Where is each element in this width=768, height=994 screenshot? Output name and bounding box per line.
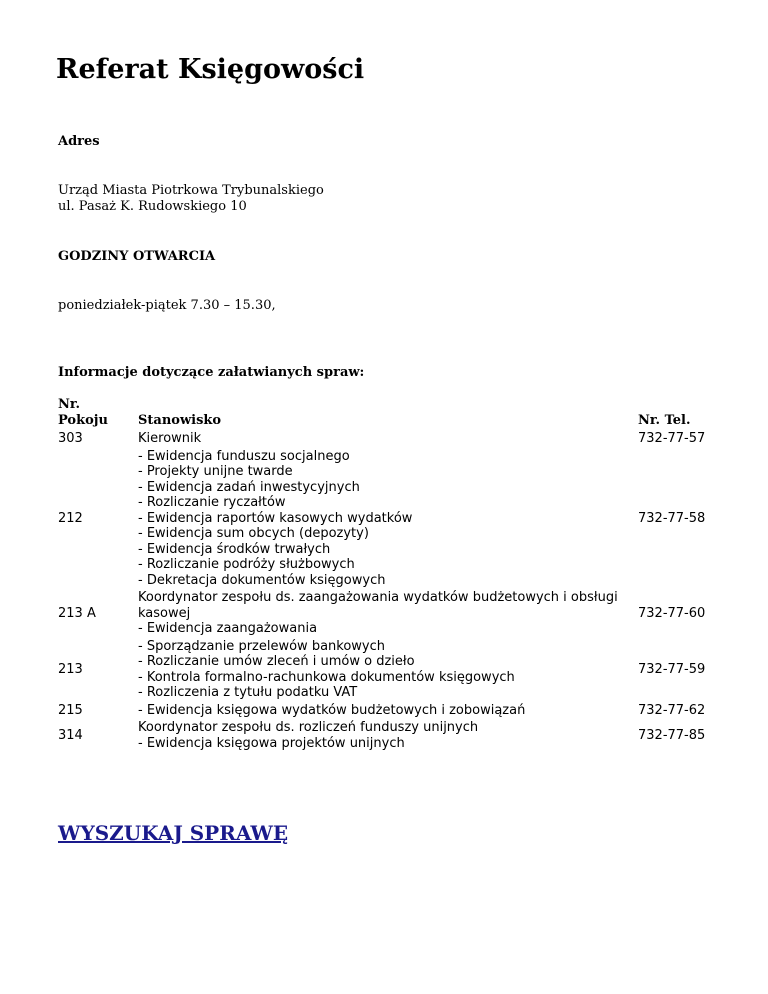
phone-number: 732-77-62 <box>638 702 706 718</box>
position-line: - Rozliczanie umów zleceń i umów o dzieło <box>138 654 415 669</box>
phone-number: 732-77-57 <box>638 431 706 446</box>
table-body <box>56 430 716 752</box>
position-description <box>136 589 636 638</box>
position-line: - Dekretacja dokumentów księgowych <box>138 572 386 588</box>
opening-hours-text: poniedziałek-piątek 7.30 – 15.30, <box>58 298 276 313</box>
position-line: - Rozliczanie podróży służbowych <box>138 557 355 572</box>
position-description <box>136 448 636 590</box>
position-line: - Rozliczenia z tytułu podatku VAT <box>138 685 358 700</box>
position-line: - Rozliczanie ryczałtów <box>138 495 286 510</box>
position-line: - Ewidencja księgowa projektów unijnych <box>138 735 405 751</box>
opening-hours-label: GODZINY OTWARCIA <box>58 249 216 264</box>
address-block <box>58 183 324 215</box>
address-line: ul. Pasaż K. Rudowskiego 10 <box>58 199 247 214</box>
position-line: - Kontrola formalno-rachunkowa dokumentów księgowych <box>138 669 515 685</box>
position-line: - Sporządzanie przelewów bankowych <box>138 638 386 654</box>
position-description <box>136 638 636 702</box>
table-row <box>56 638 716 702</box>
position-line: Koordynator zespołu ds. rozliczeń funduszy unijnych <box>138 720 479 735</box>
position-line: - Ewidencja środków trwałych <box>138 541 331 557</box>
position-description <box>136 719 636 752</box>
address-label: Adres <box>58 134 100 149</box>
position-description <box>136 702 636 720</box>
phone-number: 732-77-58 <box>638 510 706 526</box>
position-line: kasowej <box>138 605 191 621</box>
info-heading: Informacje dotyczące załatwianych spraw: <box>58 365 365 380</box>
position-line: - Ewidencja zadań inwestycyjnych <box>138 479 360 495</box>
header-position: Stanowisko <box>138 413 222 428</box>
position-line: - Projekty unijne twarde <box>138 464 293 479</box>
address-line: Urząd Miasta Piotrkowa Trybunalskiego <box>58 183 324 198</box>
position-line: - Ewidencja funduszu socjalnego <box>138 448 350 464</box>
table-row <box>56 702 716 720</box>
search-case-link[interactable]: WYSZUKAJ SPRAWĘ <box>58 821 289 845</box>
room-number: 213 A <box>58 605 96 621</box>
phone-number: 732-77-59 <box>638 661 706 677</box>
position-line: - Ewidencja księgowa wydatków budżetowych i zobowiązań <box>138 702 526 718</box>
table-header-row <box>56 396 716 430</box>
header-room: Nr. Pokoju <box>58 397 108 428</box>
room-number: 215 <box>58 702 83 718</box>
header-phone: Nr. Tel. <box>638 413 691 428</box>
position-line: Koordynator zespołu ds. zaangażowania wydatków budżetowych i obsługi <box>138 590 618 605</box>
table-row <box>56 430 716 448</box>
phone-number: 732-77-85 <box>638 727 706 743</box>
position-line: - Ewidencja raportów kasowych wydatków <box>138 510 413 526</box>
page-title: Referat Księgowości <box>56 54 365 85</box>
position-line: Kierownik <box>138 431 202 446</box>
room-number: 314 <box>58 727 83 743</box>
offices-table <box>56 396 716 752</box>
table-row <box>56 719 716 752</box>
position-line: - Ewidencja zaangażowania <box>138 621 318 636</box>
room-number: 303 <box>58 431 83 446</box>
phone-number: 732-77-60 <box>638 605 706 621</box>
room-number: 213 <box>58 661 83 677</box>
room-number: 212 <box>58 510 83 526</box>
position-description <box>136 430 636 448</box>
position-line: - Ewidencja sum obcych (depozyty) <box>138 526 369 541</box>
table-row <box>56 589 716 638</box>
table-row <box>56 448 716 590</box>
